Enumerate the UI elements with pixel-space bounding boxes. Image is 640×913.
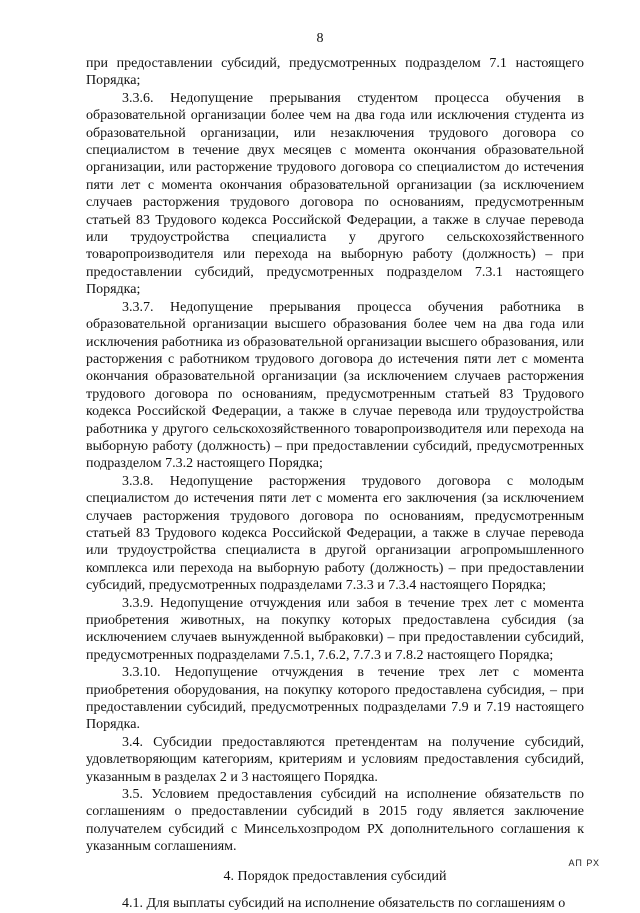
paragraph-3-3-6: 3.3.6. Недопущение прерывания студентом процесса обучения в образовательной организации более чем на два года или исключения студента из образовательной организации, или незаключения трудового договора со специалистом в течение двух месяцев с момента окончания образовательной организации, или расторжение трудового договора со специалистом до истечения пяти лет с момента окончания образовательной организации (за исключением случаев расторжения трудового договора по основаниям, предусмотренным статьей 83 Трудового кодекса Российской Федерации, а также в случае перевода или трудоустройства специалиста у другого сельскохозяйственного товаропроизводителя или перехода на выборную работу (должность) – при предоставлении субсидий, предусмотренных подразделом 7.3.1 настоящего Порядка; (86, 90, 584, 298)
paragraph-3-5: 3.5. Условием предоставления субсидий на исполнение обязательств по соглашениям о предоставлении субсидий в 2015 году является заключение получателем субсидий с Минсельхозпродом РХ дополнительного соглашения к указанным соглашениям. (86, 787, 584, 855)
section-heading: 4. Порядок предоставления субсидий (223, 868, 447, 884)
page-number: 8 (316, 31, 324, 46)
paragraph-3-3-9: 3.3.9. Недопущение отчуждения или забоя в течение трех лет с момента приобретения животных, на покупку которых предоставлена субсидия (за исключением случаев вынужденной выбраковки) – при предоставлении субсидий, предусмотренных подразделами 7.5.1, 7.6.2, 7.7.3 и 7.8.2 настоящего Порядка; (86, 595, 584, 663)
paragraph-3-4: 3.4. Субсидии предоставляются претендентам на получение субсидий, удовлетворяющим категориям, критериям и условиям предоставления субсидий, указанным в разделах 2 и 3 настоящего Порядка. (86, 734, 584, 785)
paragraph-3-3-10: 3.3.10. Недопущение отчуждения в течение трех лет с момента приобретения оборудования, на покупку которого предоставлена субсидия, – при предоставлении субсидий, предусмотренных подразделами 7.9 и 7.19 настоящего Порядка. (86, 665, 584, 733)
paragraph-3-3-8: 3.3.8. Недопущение расторжения трудового договора с молодым специалистом до истечения пяти лет с момента его заключения (за исключением случаев расторжения трудового договора по основаниям, предусмотренным статьей 83 Трудового кодекса Российской Федерации, а также в случае перевода или трудоустройства специалиста в другой организации агропромышленного комплекса или перехода на выборную работу (должность) – при предоставлении субсидий, предусмотренных подразделами 7.3.3 и 7.3.4 настоящего Порядка; (86, 473, 584, 594)
paragraph-3-3-7: 3.3.7. Недопущение прерывания процесса обучения работника в образовательной организации высшего образования более чем на два года или исключения работника из образовательной организации высшего образования, или расторжения с работником трудового договора до истечения пяти лет с момента окончания образовательной организации (за исключением случаев расторжения трудового договора по основаниям, предусмотренным статьей 83 Трудового кодекса Российской Федерации, а также в случае перевода или трудоустройства работника у другого сельскохозяйственного товаропроизводителя или перехода на выборную работу (должность) – при предоставлении субсидий, предусмотренных подразделом 7.3.2 настоящего Порядка; (86, 299, 584, 472)
footer-mark: АП РХ (568, 858, 600, 868)
document-body (86, 55, 584, 913)
paragraph-continuation: при предоставлении субсидий, предусмотренных подразделом 7.1 настоящего Порядка; (86, 56, 584, 89)
paragraph-4-1: 4.1. Для выплаты субсидий на исполнение обязательств по соглашениям о (122, 896, 566, 912)
